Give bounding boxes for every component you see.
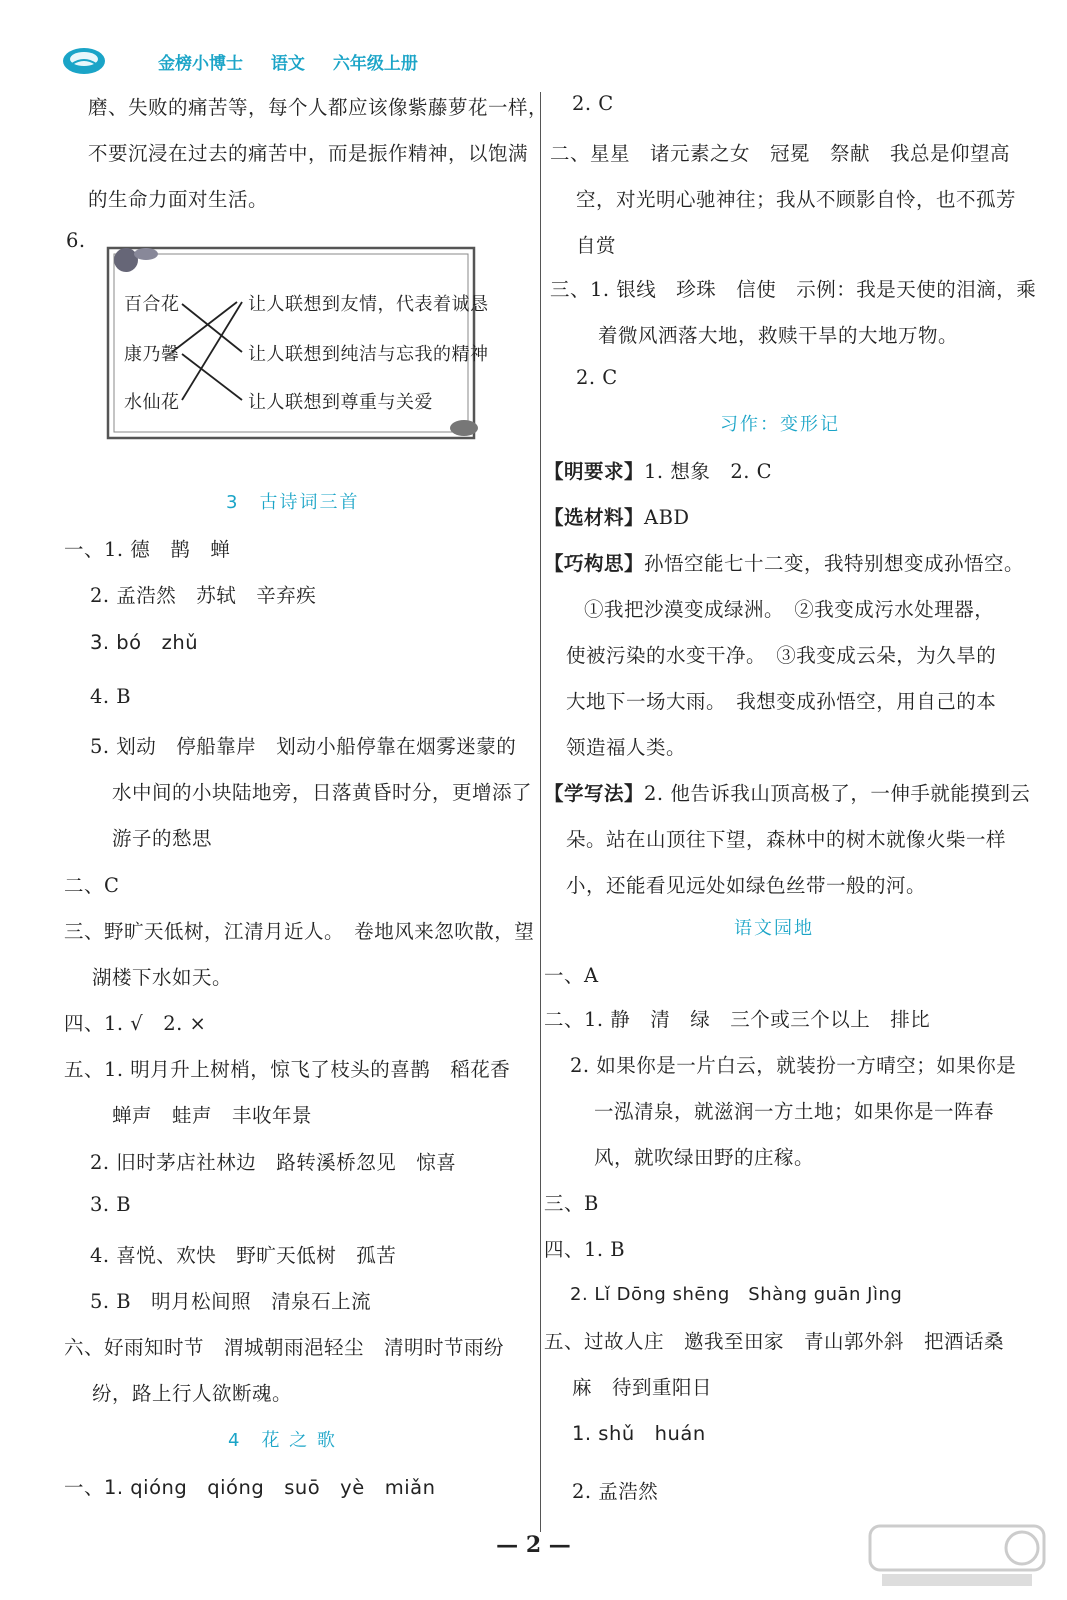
match-right: 让人联想到尊重与关爱 (248, 392, 433, 413)
match-left: 百合花 (124, 294, 180, 315)
answer-line: 2. 如果你是一片白云，就装扮一方晴空；如果你是 (570, 1054, 1017, 1077)
tag-label: 【学写法】 (544, 782, 645, 805)
section-title: 3 古诗词三首 (226, 492, 360, 513)
answer-line: 一、1. 德 鹊 蝉 (64, 538, 231, 561)
answer-line: 自赏 (576, 234, 617, 257)
answer-line: 三、B (544, 1192, 599, 1215)
question-number: 6. (66, 229, 86, 252)
answer-line: 2. 孟浩然 苏轼 辛弃疾 (90, 584, 317, 607)
page-header (62, 44, 440, 78)
match-left: 水仙花 (124, 392, 180, 413)
answer-line: 2. C (576, 366, 618, 389)
text-line: 的生命力面对生活。 (88, 188, 269, 211)
answer-line: 水中间的小块陆地旁，日落黄昏时分，更增添了 (112, 781, 533, 804)
answer-line: 3. B (90, 1193, 132, 1216)
answer-line: 麻 待到重阳日 (572, 1376, 713, 1399)
answer-line: 5. 划动 停船靠岸 划动小船停靠在烟雾迷蒙的 (90, 735, 517, 758)
answer-line: 四、1. B (544, 1238, 626, 1261)
answer-line: 3. bó zhǔ (90, 631, 199, 654)
answer-line: 二、星星 诸元素之女 冠冕 祭献 我总是仰望高 (550, 142, 1011, 165)
match-right: 让人联想到友情，代表着诚恳 (248, 294, 489, 315)
answer-line: 2. 旧时茅店社林边 路转溪桥忽见 惊喜 (90, 1151, 457, 1174)
answer-line: 风，就吹绿田野的庄稼。 (594, 1146, 815, 1169)
answer-text: ABD (644, 506, 690, 529)
section-title: 习作：变形记 (720, 414, 840, 435)
answer-text: 孙悟空能七十二变，我特别想变成孙悟空。 (644, 552, 1025, 575)
answer-line: 领造福人类。 (566, 736, 687, 759)
answer-line: 使被污染的水变干净。 ③我变成云朵，为久旱的 (566, 644, 997, 667)
answer-line: 二、1. 静 清 绿 三个或三个以上 排比 (544, 1008, 931, 1031)
book-logo-icon (62, 46, 106, 76)
answer-line: 着微风洒落大地，救赎干旱的大地万物。 (598, 324, 959, 347)
answer-line: 湖楼下水如天。 (92, 966, 233, 989)
answer-line: 1. shǔ huán (572, 1422, 706, 1445)
match-left: 康乃馨 (124, 344, 180, 365)
answer-line: 二、C (64, 874, 120, 897)
answer-line: 游子的愁思 (112, 827, 213, 850)
answer-line: 蝉声 蛙声 丰收年景 (112, 1104, 313, 1127)
answer-line: 大地下一场大雨。 我想变成孙悟空，用自己的本 (566, 690, 997, 713)
answer-line: 小，还能看见远处如绿色丝带一般的河。 (566, 874, 927, 897)
tag-label: 【选材料】 (544, 506, 645, 529)
subject-name: 语文 (270, 53, 305, 74)
watermark-logo (862, 1520, 1052, 1592)
tag-label: 【明要求】 (544, 460, 645, 483)
answer-text: 1. 想象 2. C (644, 460, 773, 483)
grade-name: 六年级上册 (332, 53, 418, 74)
section-title: 语文园地 (734, 918, 814, 939)
text-line: 磨、失败的痛苦等，每个人都应该像紫藤萝花一样， (88, 96, 549, 119)
answer-line: 2. 孟浩然 (572, 1480, 659, 1503)
answer-line: ①我把沙漠变成绿洲。 ②我变成污水处理器， (584, 598, 995, 621)
answer-line: 三、野旷天低树，江清月近人。 卷地风来忽吹散，望 (64, 920, 535, 943)
text-line: 不要沉浸在过去的痛苦中，而是振作精神，以饱满 (88, 142, 529, 165)
answer-line: 2. Lǐ Dōng shēng Shàng guān Jìng (570, 1284, 903, 1305)
answer-line: 一、1. qióng qióng suō yè miǎn (64, 1476, 436, 1499)
answer-line: 三、1. 银线 珍珠 信使 示例：我是天使的泪滴，乘 (550, 278, 1037, 301)
tag-label: 【巧构思】 (544, 552, 645, 575)
answer-line: 朵。站在山顶往下望，森林中的树木就像火柴一样 (566, 828, 1007, 851)
answer-line: 空，对光明心驰神往；我从不顾影自怜，也不孤芳 (576, 188, 1017, 211)
page-number: — 2 — (496, 1532, 571, 1558)
answer-line: 六、好雨知时节 渭城朝雨浥轻尘 清明时节雨纷 (64, 1336, 505, 1359)
answer-line: 五、过故人庄 邀我至田家 青山郭外斜 把酒话桑 (544, 1330, 1005, 1353)
section-title: 4 花 之 歌 (228, 1430, 337, 1451)
answer-line: 四、1. √ 2. × (64, 1012, 207, 1035)
answer-line: 4. 喜悦、欢快 野旷天低树 孤苦 (90, 1244, 397, 1267)
match-right: 让人联想到纯洁与忘我的精神 (248, 344, 489, 365)
answer-line: 纷，路上行人欲断魂。 (92, 1382, 293, 1405)
answer-line: 5. B 明月松间照 清泉石上流 (90, 1290, 372, 1313)
brand-name: 金榜小博士 (158, 53, 243, 74)
column-divider (540, 92, 541, 1532)
answer-line: 4. B (90, 685, 132, 708)
answer-line: 一泓清泉，就滋润一方土地；如果你是一阵春 (594, 1100, 995, 1123)
answer-line: 2. C (572, 92, 614, 115)
answer-text: 2. 他告诉我山顶高极了，一伸手就能摸到云 (644, 782, 1031, 805)
answer-line: 五、1. 明月升上树梢，惊飞了枝头的喜鹊 稻花香 (64, 1058, 511, 1081)
answer-line: 一、A (544, 964, 599, 987)
